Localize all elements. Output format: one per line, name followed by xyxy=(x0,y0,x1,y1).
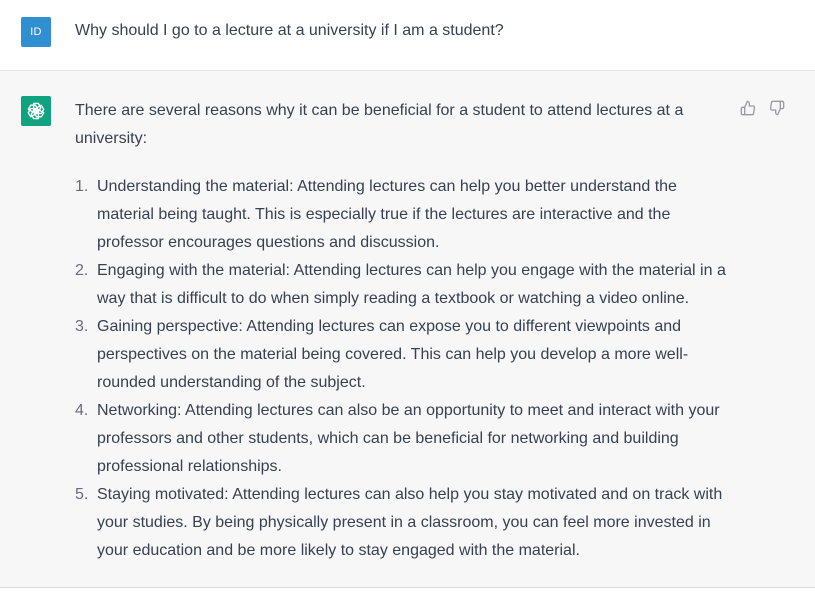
feedback-actions xyxy=(739,99,785,116)
list-item xyxy=(75,313,730,397)
assistant-message xyxy=(0,71,815,588)
assistant-intro: There are several reasons why it can be beneficial for a student to attend lectures at a university: xyxy=(75,102,684,147)
list-item xyxy=(75,397,730,481)
list-item-text: Engaging with the material: Attending lectures can help you engage with the material in a way that is difficult to do when simply reading a textbook or watching a video online. xyxy=(97,262,726,307)
list-item-number: 2. xyxy=(75,262,89,279)
list-item-text: Networking: Attending lectures can also be an opportunity to meet and interact with your professors and other students, which can be beneficial for networking and building professional relationships. xyxy=(97,402,720,475)
openai-logo-icon xyxy=(25,100,47,122)
list-item-number: 1. xyxy=(75,178,89,195)
list-item xyxy=(75,257,730,313)
reasons-list xyxy=(75,173,730,565)
thumbs-down-icon xyxy=(769,100,785,116)
list-item-number: 5. xyxy=(75,486,89,503)
list-item-number: 4. xyxy=(75,402,89,419)
user-message xyxy=(0,0,815,71)
list-item xyxy=(75,481,730,565)
assistant-avatar xyxy=(21,96,51,126)
list-item xyxy=(75,173,730,257)
list-item-text: Staying motivated: Attending lectures can also help you stay motivated and on track with your studies. By being physically present in a classroom, you can feel more invested in your education and be more likely to stay engaged with the material. xyxy=(97,486,723,559)
list-item-number: 3. xyxy=(75,318,89,335)
list-item-text: Gaining perspective: Attending lectures can expose you to different viewpoints and perspectives on the material being covered. This can help you develop a more well-rounded understanding of the subject. xyxy=(97,318,689,391)
thumbs-down-button[interactable] xyxy=(768,99,785,116)
user-message-text: Why should I go to a lecture at a university if I am a student? xyxy=(75,22,504,39)
list-item-text: Understanding the material: Attending lectures can help you better understand the material being taught. This is especially true if the lectures are interactive and the professor encourages questions and discussion. xyxy=(97,178,677,251)
user-avatar: ID xyxy=(21,17,51,47)
assistant-message-body xyxy=(75,97,730,565)
thumbs-up-icon xyxy=(740,100,756,116)
thumbs-up-button[interactable] xyxy=(739,99,756,116)
